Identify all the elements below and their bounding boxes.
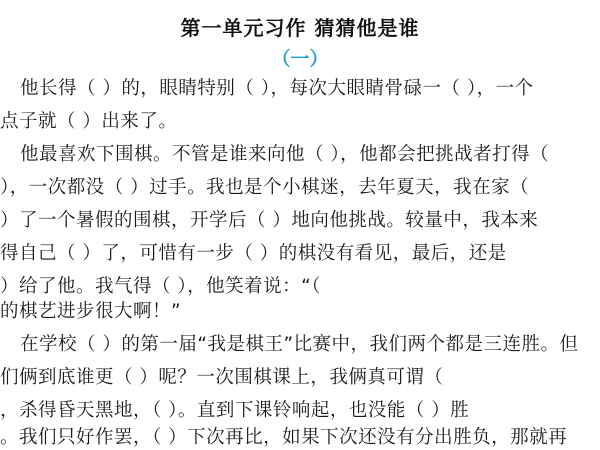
text-line: 在学校（ ）的第一届“我是棋王”比赛中，我们两个都是三连胜。但 [20,334,579,355]
text-line: 。我们只好作罢，（ ）下次再比，如果下次还没有分出胜负，那就再 [0,427,568,448]
text-line: 得自己（ ）了，可惜有一步（ ）的棋没有看见，最后，还是 [0,243,507,264]
section-number: （一） [271,48,329,70]
text-line: 他最喜欢下围棋。不管是谁来向他（ ），他都会把挑战者打得（ [20,144,550,165]
text-line: ）给了他。我气得（ ），他笑着说：“（ [0,276,321,297]
text-line: ）了一个暑假的围棋，开学后（ ）地向他挑战。较量中，我本来 [0,210,539,231]
page-title: 第一单元习作 猜猜他是谁 [180,16,420,40]
text-line: 点子就（ ）出来了。 [0,111,178,132]
text-line: 们俩到底谁更（ ）呢？一次围棋课上，我俩真可谓（ [0,367,444,388]
text-line: ），一次都没（ ）过手。我也是个小棋迷，去年夏天，我在家（ [0,177,530,198]
text-line: ，杀得昏天黑地，（ ）。直到下课铃响起，也没能（ ）胜 [0,400,470,421]
text-line: 的棋艺进步很大啊！” [0,301,182,322]
text-line: 他长得（ ）的，眼睛特别（ ），每次大眼睛骨碌一（ ），一个 [20,78,534,99]
